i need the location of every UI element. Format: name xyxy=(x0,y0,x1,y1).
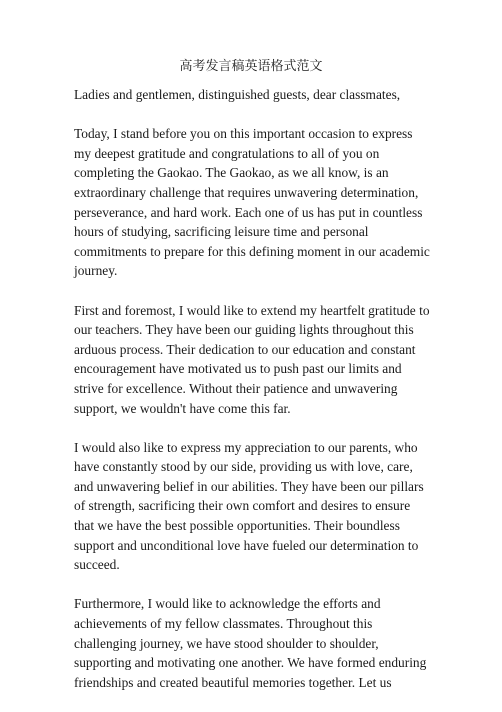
paragraph-classmates: Furthermore, I would like to acknowledge the efforts and achievements of my fellow classmates. Throughout this challenging journey, we have stood shoulder to shoulder, supporting and motivating one another. We have formed enduring friendships and created beautiful memories together. Let us xyxy=(74,596,427,690)
document-title: 高考发言稿英语格式范文 xyxy=(179,59,323,74)
paragraph-introduction: Today, I stand before you on this important occasion to express my deepest gratitude and congratulations to all of you on completing the Gaokao. The Gaokao, as we all know, is an extraordinary challenge that requires unwavering determination, perseverance, and hard work. Each one of us has put in countless hours of studying, sacrificing leisure time and personal commitments to prepare for this defining moment in our academic journey. xyxy=(74,126,430,279)
paragraph-greeting: Ladies and gentlemen, distinguished guests, dear classmates, xyxy=(74,87,401,102)
paragraph-parents: I would also like to express my appreciation to our parents, who have constantly stood by our side, providing us with love, care, and unwavering belief in our abilities. They have been our pillars of strength, sacrificing their own comfort and desires to ensure that we have the best possible opportunities. Their boundless support and unconditional love have fueled our determination to succeed. xyxy=(74,439,424,573)
paragraph-teachers: First and foremost, I would like to extend my heartfelt gratitude to our teachers. They have been our guiding lights throughout this arduous process. Their dedication to our education and constant encouragement have motivated us to push past our limits and strive for excellence. Without their patience and unwavering support, we wouldn't have come this far. xyxy=(74,302,430,416)
document-body xyxy=(74,85,432,712)
